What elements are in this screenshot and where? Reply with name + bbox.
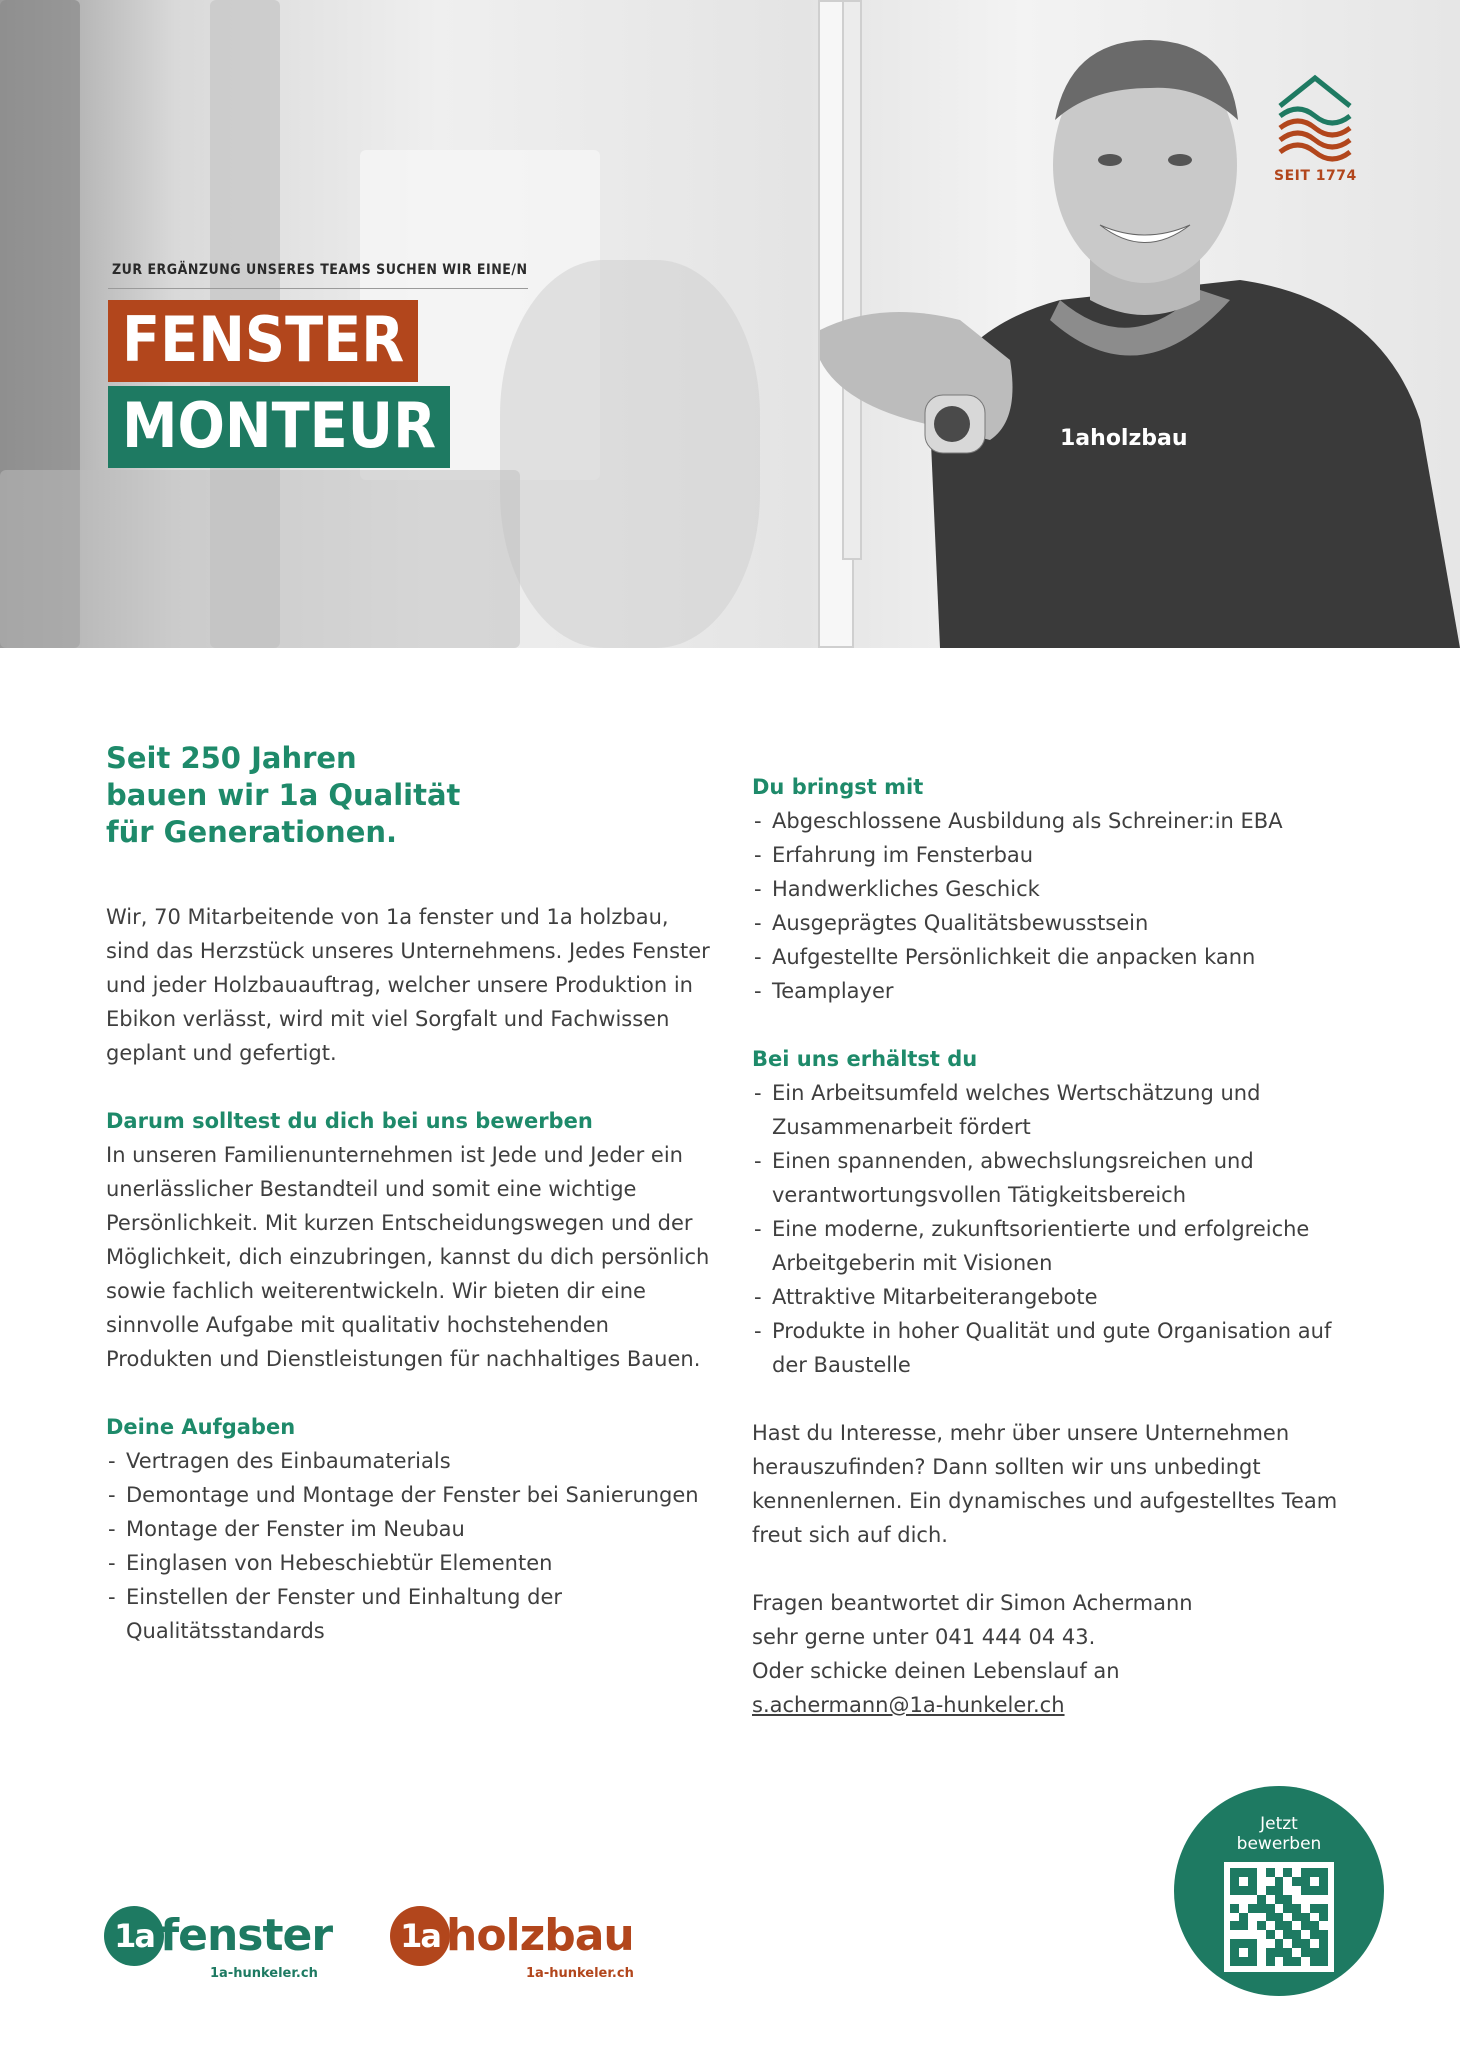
intro-headline: Seit 250 Jahren bauen wir 1a Qualität für Generationen. xyxy=(106,741,461,849)
list-item: - Ausgeprägtes Qualitätsbewusstsein xyxy=(752,906,1372,940)
list-item: - Aufgestellte Persönlichkeit die anpacken kann xyxy=(752,940,1372,974)
title-fenster: FENSTER xyxy=(108,300,418,382)
list-item: - Teamplayer xyxy=(752,974,1372,1008)
logo-badge: 1a xyxy=(104,1906,164,1966)
about-paragraph: Wir, 70 Mitarbeitende von 1a fenster und 1a holzbau, sind das Herzstück unseres Unternehmens. Jedes Fenster und jeder Holzbauauftrag, welcher unsere Produktion in Ebikon verlässt, wird mit viel Sorgfalt und Fachwissen geplant und gefertigt. xyxy=(106,905,710,1065)
kicker-divider xyxy=(108,288,528,289)
house-logo-icon xyxy=(1274,72,1356,162)
hero-kicker: ZUR ERGÄNZUNG UNSERES TEAMS SUCHEN WIR EINE/N xyxy=(112,262,528,278)
list-item: - Demontage und Montage der Fenster bei Sanierungen xyxy=(106,1478,716,1512)
list-item: - Produkte in hoher Qualität und gute Organisation auf der Baustelle xyxy=(752,1314,1372,1382)
apply-label: Jetzt bewerben xyxy=(1236,1814,1322,1854)
contact-block: Fragen beantwortet dir Simon Achermann sehr gerne unter 041 444 04 43. Oder schicke deinen Lebenslauf an s.achermann@1a-hunkeler.ch xyxy=(752,1591,1193,1717)
get-list xyxy=(752,1076,1372,1382)
list-item: - Handwerkliches Geschick xyxy=(752,872,1372,906)
list-item: - Montage der Fenster im Neubau xyxy=(106,1512,716,1546)
since-label: SEIT 1774 xyxy=(1274,168,1357,184)
list-item: - Abgeschlossene Ausbildung als Schreiner:in EBA xyxy=(752,804,1372,838)
tasks-heading: Deine Aufgaben xyxy=(106,1415,296,1439)
list-item: - Vertragen des Einbaumaterials xyxy=(106,1444,716,1478)
logo-wordmark: holzbau xyxy=(446,1910,634,1961)
list-item: - Einstellen der Fenster und Einhaltung der Qualitätsstandards xyxy=(106,1580,716,1648)
interest-paragraph: Hast du Interesse, mehr über unsere Unternehmen herauszufinden? Dann sollten wir uns unbedingt kennenlernen. Ein dynamisches und aufgestelltes Team freut sich auf dich. xyxy=(752,1421,1338,1547)
right-column xyxy=(752,770,1372,1722)
email-link[interactable]: s.achermann@1a-hunkeler.ch xyxy=(752,1693,1065,1717)
hero-photo xyxy=(0,0,1460,648)
logo-1a-holzbau xyxy=(390,1906,650,1986)
list-item: - Einen spannenden, abwechslungsreichen und verantwortungsvollen Tätigkeitsbereich xyxy=(752,1144,1372,1212)
bring-heading: Du bringst mit xyxy=(752,775,924,799)
svg-text:1aholzbau: 1aholzbau xyxy=(1060,426,1188,451)
logo-badge: 1a xyxy=(390,1906,450,1966)
left-column xyxy=(106,900,716,1682)
logo-url: 1a-hunkeler.ch xyxy=(210,1966,318,1981)
logo-1a-fenster xyxy=(104,1906,344,1986)
list-item: - Erfahrung im Fensterbau xyxy=(752,838,1372,872)
list-item: - Ein Arbeitsumfeld welches Wertschätzung und Zusammenarbeit fördert xyxy=(752,1076,1372,1144)
qr-code-icon[interactable] xyxy=(1224,1862,1334,1972)
bring-list xyxy=(752,804,1372,1008)
why-heading: Darum solltest du dich bei uns bewerben xyxy=(106,1109,593,1133)
why-paragraph: In unseren Familienunternehmen ist Jede und Jeder ein unerlässlicher Bestandteil und somit eine wichtige Persönlichkeit. Mit kurzen Entscheidungswegen und der Möglichkeit, dich einzubringen, kannst du dich persönlich sowie fachlich weiterentwickeln. Wir bieten dir eine sinnvolle Aufgabe mit qualitativ hochstehenden Produkten und Dienstleistungen für nachhaltiges Bauen. xyxy=(106,1143,710,1371)
list-item: - Einglasen von Hebeschiebtür Elementen xyxy=(106,1546,716,1580)
tasks-list xyxy=(106,1444,716,1648)
list-item: - Eine moderne, zukunftsorientierte und erfolgreiche Arbeitgeberin mit Visionen xyxy=(752,1212,1372,1280)
apply-badge[interactable] xyxy=(1174,1786,1384,1996)
logo-wordmark: fenster xyxy=(160,1910,333,1961)
logo-url: 1a-hunkeler.ch xyxy=(526,1966,634,1981)
get-heading: Bei uns erhältst du xyxy=(752,1047,978,1071)
title-monteur: MONTEUR xyxy=(108,386,450,468)
list-item: - Attraktive Mitarbeiterangebote xyxy=(752,1280,1372,1314)
